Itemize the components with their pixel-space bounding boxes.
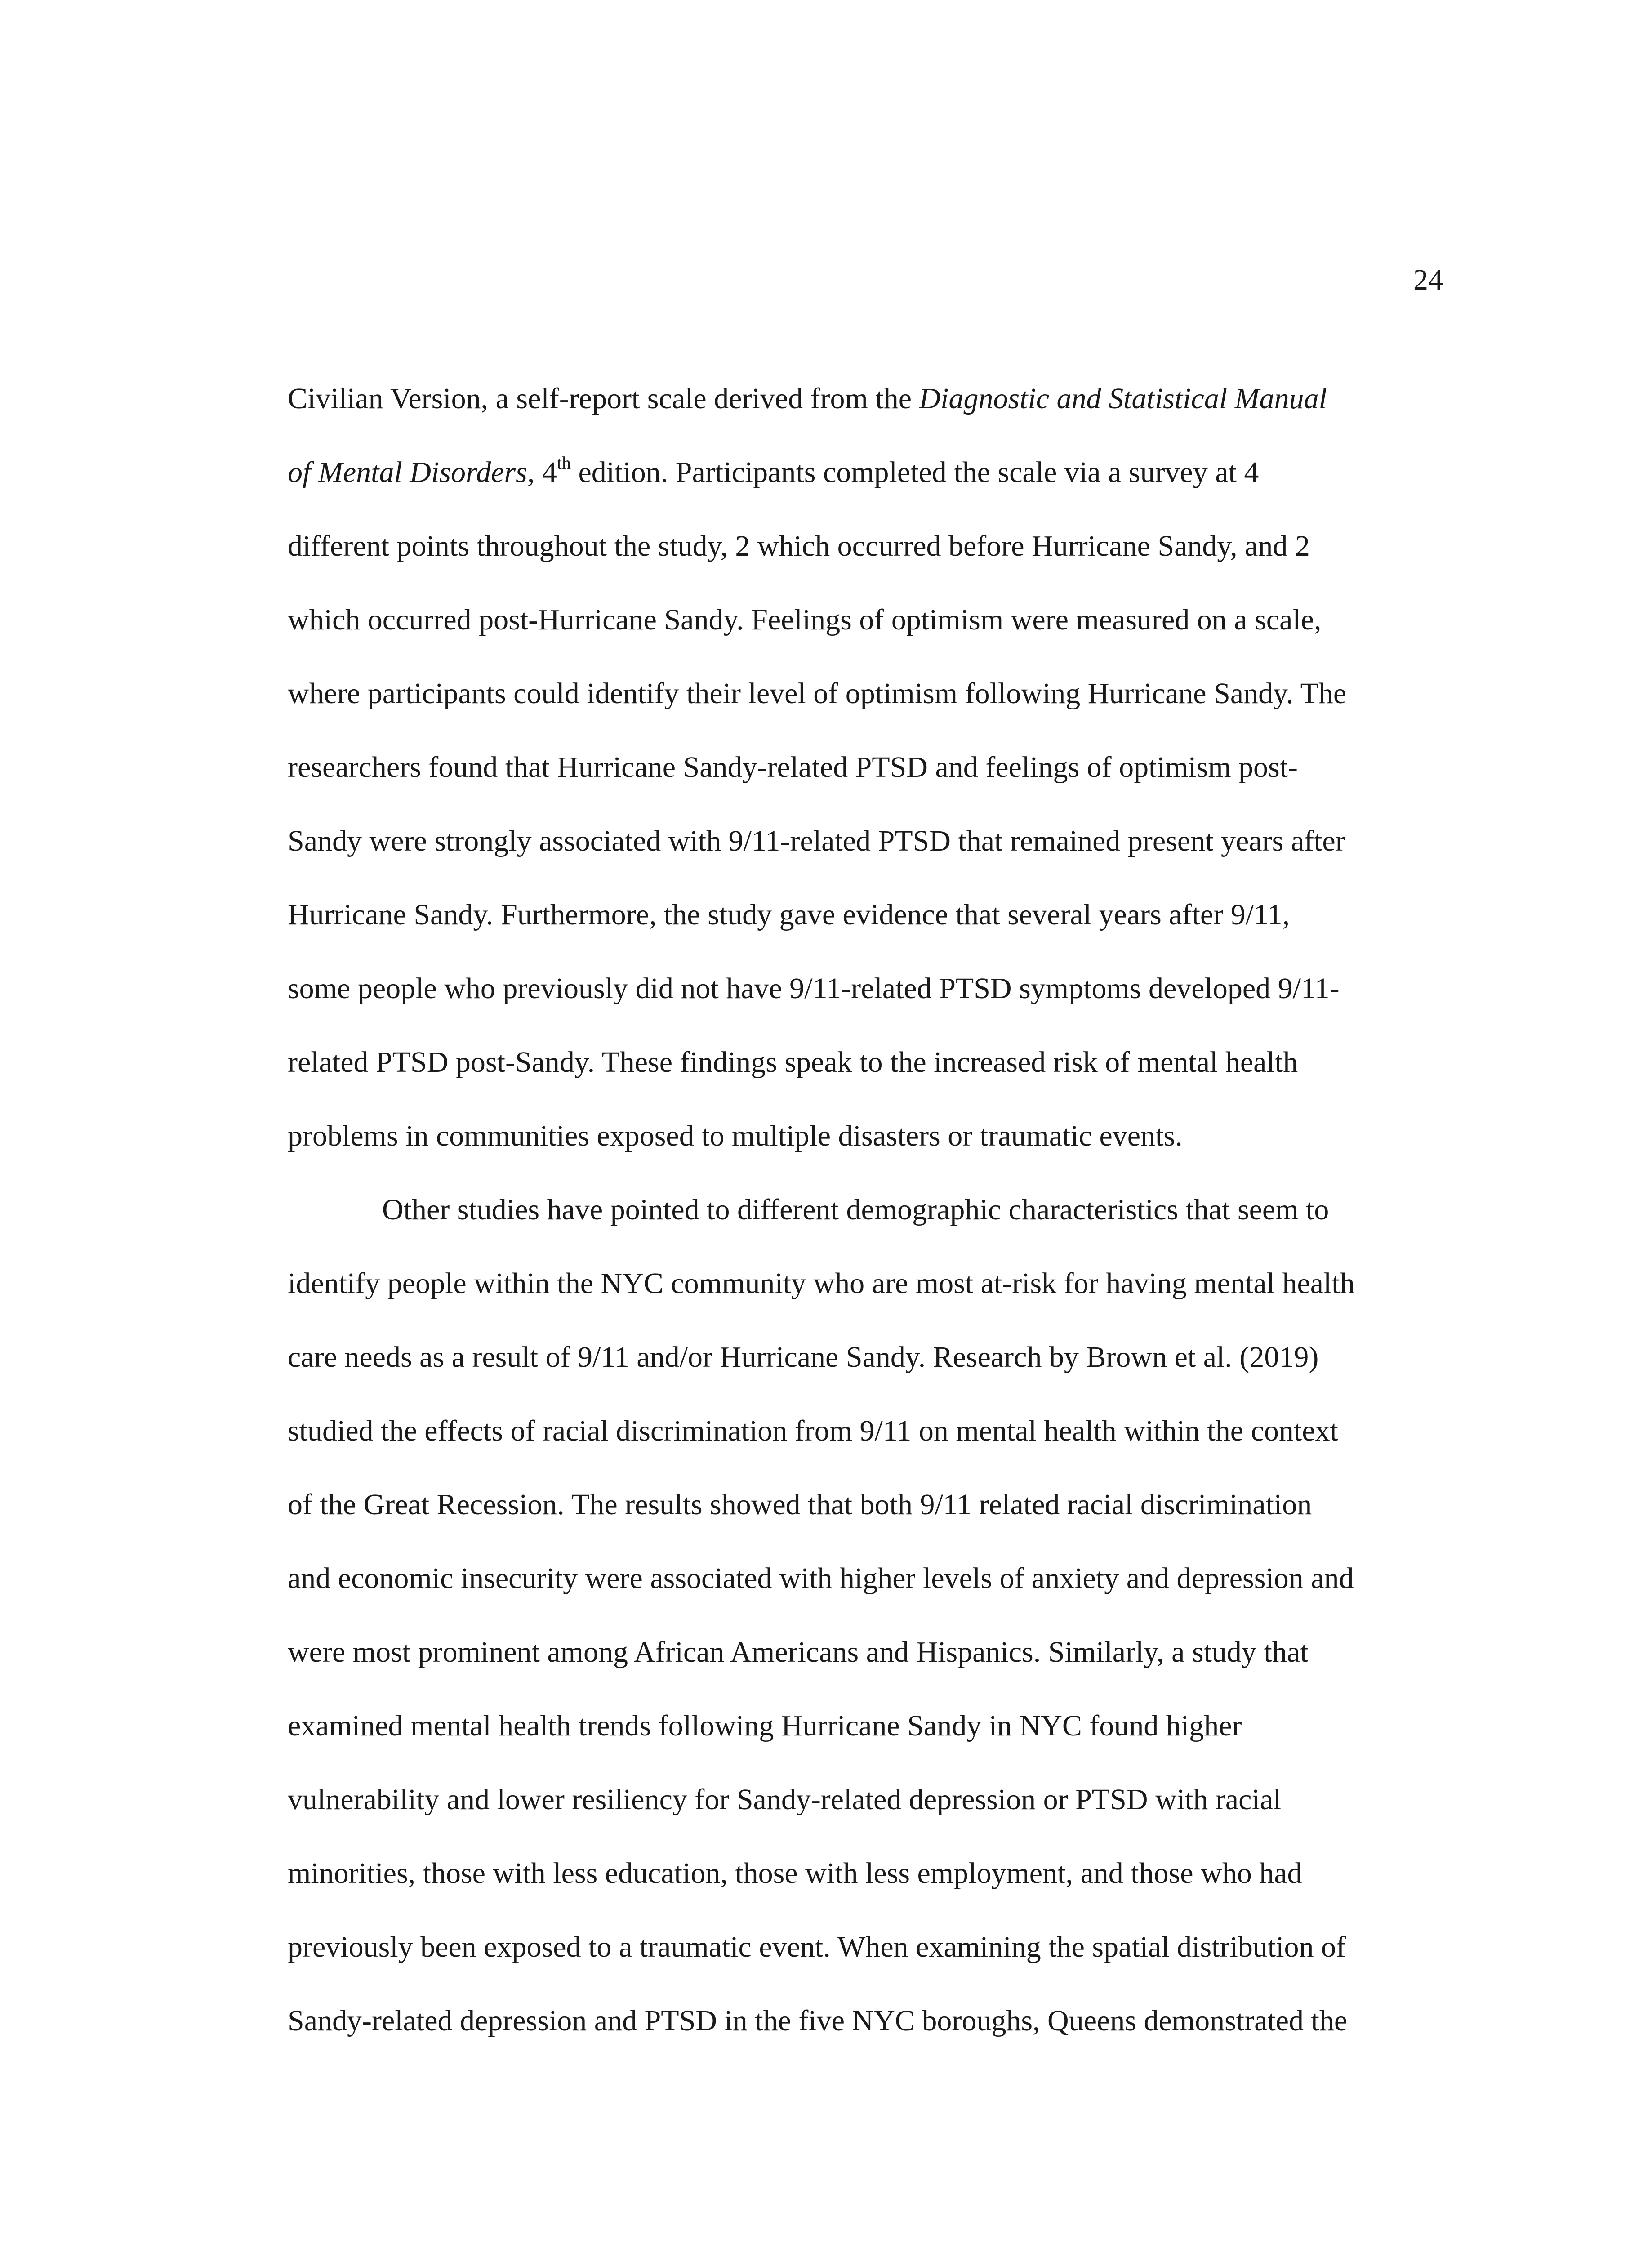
text-line: which occurred post-Hurricane Sandy. Feelings of optimism were measured on a scale, [288,603,1322,636]
text-line [288,436,1450,509]
text-line: some people who previously did not have 9/11-related PTSD symptoms developed 9/11- [288,972,1340,1005]
paragraph-first-line: Other studies have pointed to different demographic characteristics that seem to [382,1193,1329,1226]
body-text [288,362,1450,2058]
line-text: Civilian Version, a self-report scale derived from the [288,382,919,415]
text-line: were most prominent among African Americans and Hispanics. Similarly, a study that [288,1636,1309,1668]
text-line: and economic insecurity were associated with higher levels of anxiety and depression and [288,1562,1354,1595]
text-line: care needs as a result of 9/11 and/or Hurricane Sandy. Research by Brown et al. (2019) [288,1341,1319,1374]
text-line: different points throughout the study, 2 which occurred before Hurricane Sandy, and 2 [288,530,1310,562]
text-line: Sandy-related depression and PTSD in the five NYC boroughs, Queens demonstrated the [288,2004,1348,2037]
text-line: where participants could identify their level of optimism following Hurricane Sandy. The [288,677,1347,710]
text-line: related PTSD post-Sandy. These findings speak to the increased risk of mental health [288,1046,1298,1079]
text-line: previously been exposed to a traumatic event. When examining the spatial distribution of [288,1931,1346,1963]
italic-title: Diagnostic and Statistical Manual [919,382,1327,415]
text-line: examined mental health trends following Hurricane Sandy in NYC found higher [288,1709,1242,1742]
text-line: researchers found that Hurricane Sandy-related PTSD and feelings of optimism post- [288,751,1298,784]
text-line: studied the effects of racial discrimination from 9/11 on mental health within the context [288,1414,1338,1447]
text-line [288,362,1450,436]
text-line: of the Great Recession. The results showed that both 9/11 related racial discrimination [288,1488,1312,1521]
text-line: problems in communities exposed to multiple disasters or traumatic events. [288,1120,1183,1152]
text-line: vulnerability and lower resiliency for Sandy-related depression or PTSD with racial [288,1783,1282,1816]
text-line: identify people within the NYC community who are most at-risk for having mental health [288,1267,1355,1300]
italic-title: of Mental Disorders, [288,456,535,489]
page-number: 24 [1413,263,1443,296]
text-line: Hurricane Sandy. Furthermore, the study gave evidence that several years after 9/11, [288,898,1290,931]
ordinal-superscript: th [557,453,571,473]
line-text: edition. Participants completed the scale via a survey at 4 [571,456,1259,489]
line-text: 4 [534,456,557,489]
text-line: minorities, those with less education, those with less employment, and those who had [288,1857,1302,1890]
text-line: Sandy were strongly associated with 9/11-related PTSD that remained present years after [288,825,1345,857]
